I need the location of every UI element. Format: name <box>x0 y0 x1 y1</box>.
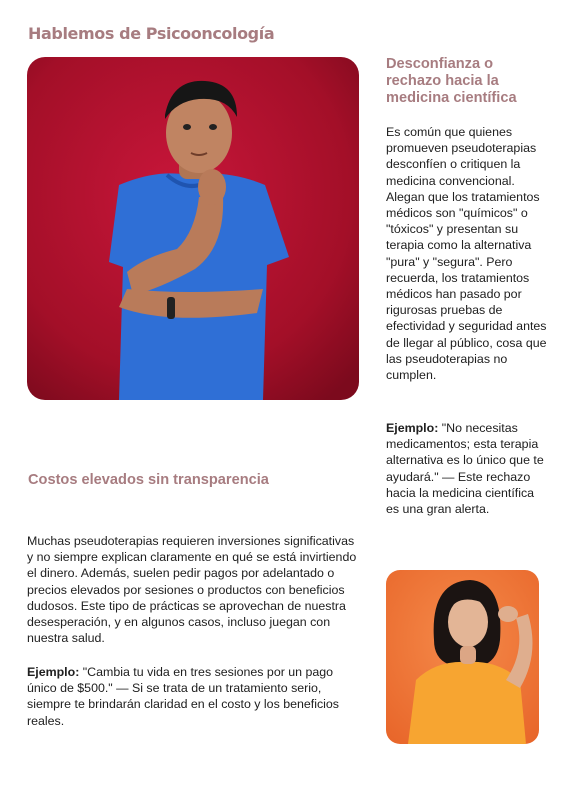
thinking-man-photo <box>27 57 359 400</box>
thinking-woman-photo <box>386 570 539 744</box>
example-text: "No necesitas medicamentos; esta terapia alternativa es lo único que te ayudará." — Este rechazo hacia la medicina científica es una gran alerta. <box>386 421 544 517</box>
page-header: Hablemos de Psicooncología <box>28 24 275 43</box>
example-distrust <box>386 420 548 517</box>
example-label: Ejemplo: <box>27 665 80 679</box>
example-text: "Cambia tu vida en tres sesiones por un pago único de $500." — Si se trata de un tratamiento serio, siempre te brindarán claridad en el costo y los beneficios reales. <box>27 665 339 728</box>
section-title-costs: Costos elevados sin transparencia <box>28 472 269 488</box>
example-costs <box>27 664 360 729</box>
paragraph-costs: Muchas pseudoterapias requieren inversiones significativas y no siempre explican claramente en qué se está invirtiendo el dinero. Además, suelen pedir pagos por adelantado o precios elevados por sesiones o productos con beneficios dudosos. Este tipo de prácticas se aprovechan de nuestra desesperación, y en algunos casos, incluso juegan con nuestra salud. <box>27 534 357 646</box>
example-label: Ejemplo: <box>386 421 439 435</box>
paragraph-distrust: Es común que quienes promueven pseudoterapias desconfíen o critiquen la medicina convencional. Alegan que los tratamientos médicos son "químicos" o "tóxicos" y presentan su terapia como la alternativa "pura" y "segura". Pero recuerda, los tratamientos médicos han pasado por rigurosas pruebas de efectividad y seguridad antes de llegar al público, cosa que las pseudoterapias no cumplen. <box>386 125 547 383</box>
section-title-distrust: Desconfianza o rechazo hacia la medicina científica <box>386 56 517 106</box>
